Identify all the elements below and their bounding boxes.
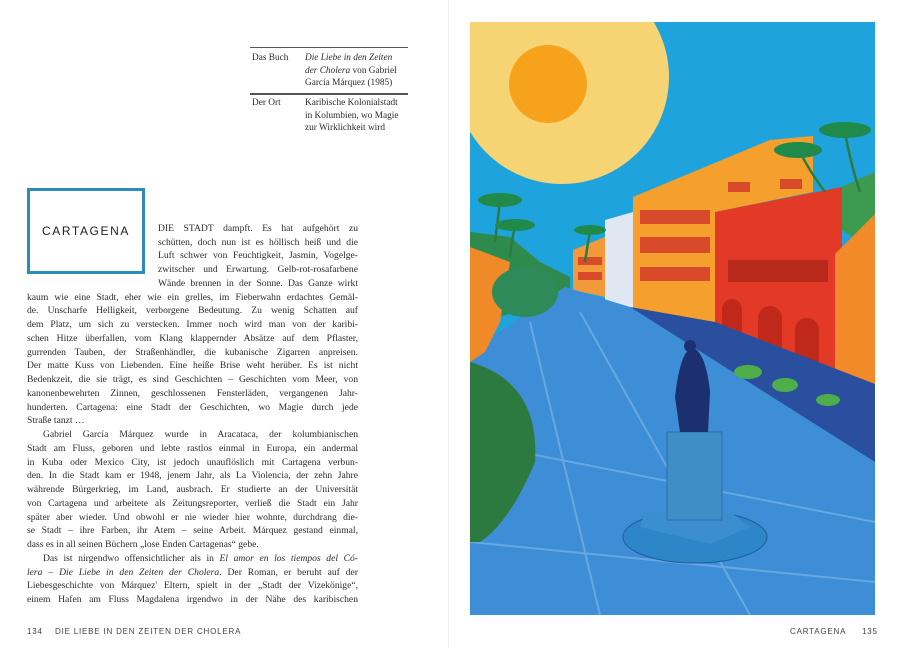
body-line (158, 278, 358, 290)
fact-text-segment: García Márquez (1985) (305, 78, 393, 88)
text-segment: se Stadt – ihre Farben, ihr Atem – seine Arbeit. Márquez gestand einmal, (27, 525, 358, 537)
text-segment: de. Unscharfe Helligkeit, verborgene Bedeutung. Zu wenig Schatten auf (27, 305, 358, 317)
body-line (27, 580, 358, 592)
body-line (158, 223, 358, 235)
chapter-title-box (27, 188, 145, 274)
text-segment: Liebesgeschichte von Márquez' Eltern, spielt in der „Stadt der Vizekönige“, (27, 580, 358, 592)
fact-text-segment: zur Wirklichkeit wird (305, 123, 386, 133)
text-segment: Bedenkzeit, die sie trägt, es sind Geschichten – Geschichten vom Meer, von (27, 374, 358, 386)
body-line (27, 415, 358, 427)
body-line (27, 443, 358, 455)
right-page-number: 135 (862, 627, 878, 636)
fact-text-segment: Die Liebe in den Zeiten (305, 53, 393, 63)
text-segment: in Kuba oder Mexico City, ist jedoch unauflöslich mit Cartagena verbun- (27, 456, 358, 468)
sun (509, 45, 587, 123)
fact-value-place (305, 97, 409, 135)
text-segment: Luft schwer von Feuchtigkeit, Jasmin, Vogelge- (158, 250, 358, 262)
body-line (27, 292, 358, 304)
text-segment: von Cartagena und arbeitete als Zeitungsreporter, verließ die Stadt ein Jahr (27, 497, 358, 509)
chapter-title: CARTAGENA (42, 224, 130, 238)
text-segment: zwitscher und Erwartung. Gelb-rot-rosafarbene (158, 264, 358, 276)
text-segment: Gabriel García Márquez wurde in Aracataca, der kolumbianischen (43, 429, 358, 441)
text-segment: Straße tanzt … (27, 415, 85, 427)
body-line (27, 512, 358, 524)
text-segment: Wände brennen in der Sonne. Das Ganze wirkt (158, 277, 358, 289)
body-line (27, 347, 358, 359)
left-page-number: 134 (27, 627, 43, 636)
text-segment: schütten, doch nun ist es höllisch heiß und die (158, 236, 358, 248)
body-line (27, 374, 358, 386)
body-line (27, 553, 358, 565)
page-gutter (448, 0, 449, 648)
body-line (27, 333, 358, 345)
right-running-head: CARTAGENA (790, 627, 847, 636)
fact-value-line (305, 65, 409, 78)
body-line (27, 360, 358, 372)
body-line (158, 237, 358, 249)
text-segment: gurrenden Tauben, der Straßenhändler, die kubanische Zigarren anpreisen. (27, 346, 358, 358)
fact-value-book (305, 52, 409, 90)
text-segment: schen Hitze überfallen, vom Klang klappernder Absätze auf dem Pflaster, (27, 332, 358, 344)
fact-label-place: Der Ort (252, 98, 281, 108)
body-line (27, 388, 358, 400)
text-segment: dass es in all seinen Büchern „lose Enden Cartagenas“ gebe. (27, 539, 259, 551)
statue-head (684, 340, 696, 352)
fact-text-segment: Karibische Kolonialstadt (305, 98, 398, 108)
body-line (27, 305, 358, 317)
fact-label-book: Das Buch (252, 53, 289, 63)
text-segment: den. In die Stadt kam er 1948, jenem Jahr, als La Violencia, der zehn Jahre (27, 470, 358, 482)
italic-text: El amor en los tiempos del Có- (219, 552, 358, 564)
body-line (27, 457, 358, 469)
fact-text-segment: von Gabriel (350, 65, 397, 76)
body-line (27, 594, 358, 606)
fact-value-line (305, 77, 409, 90)
text-segment: . Der Roman, er beruht auf der (219, 566, 358, 578)
text-segment: DIE STADT dampft. Es hat aufgehört zu (158, 223, 358, 234)
body-line (27, 567, 358, 579)
text-segment: Das ist nirgendwo offensichtlicher als in (43, 552, 220, 564)
left-running-head: DIE LIEBE IN DEN ZEITEN DER CHOLERA (55, 627, 242, 636)
tree-middle (492, 267, 558, 317)
text-segment: einem Hafen am Fluss Magdalena irgendwo in der Nähe des karibischen (27, 593, 358, 605)
fact-rule-middle (250, 93, 408, 95)
text-segment: kanonenbewehrten Zinnen, geschlossenen Fensterläden, vergangenen Jahr- (27, 387, 358, 399)
fact-value-line (305, 97, 409, 110)
text-segment: währende Bürgerkrieg, im Land, ausbrach. Er studierte an der Universität (27, 484, 358, 496)
fact-value-line (305, 122, 409, 135)
body-line (27, 484, 358, 496)
body-line (27, 429, 358, 441)
body-line (27, 470, 358, 482)
body-line (158, 250, 358, 262)
body-line (27, 319, 358, 331)
text-segment: Der matte Kuss von Liebenden. Eine heiße Brise weht herüber. Es ist nicht (27, 360, 358, 372)
italic-text: lera – Die Liebe in den Zeiten der Cholera (27, 566, 220, 578)
body-line (27, 525, 358, 537)
building-white (605, 212, 633, 310)
text-segment: dem Platz, um sich zu verstecken. Immer noch wird man von der karibi- (27, 319, 358, 331)
body-line (27, 402, 358, 414)
text-segment: kaum wie eine Stadt, eher wie ein grelles, im Fieberwahn erdachtes Gemäl- (27, 291, 358, 303)
fact-value-line (305, 52, 409, 65)
body-line (27, 539, 358, 551)
fact-text-segment: der Cholera (305, 65, 351, 76)
fact-value-line (305, 110, 409, 123)
body-line (158, 264, 358, 276)
text-segment: später aber wieder. Und obwohl er nie wieder hier wohnte, durchdrang die- (27, 511, 358, 523)
text-segment: Stadt am Fluss, geboren und lebte rastlos einmal in Europa, ein andermal (27, 442, 358, 454)
body-line (27, 498, 358, 510)
fact-text-segment: in Kolumbien, wo Magie (305, 110, 399, 121)
text-segment: hunderten. Cartagena: eine Stadt der Geschichten, wo Magie durch jede (27, 401, 358, 413)
fact-rule-top (250, 47, 408, 48)
cartagena-illustration (470, 22, 875, 615)
statue-pedestal (667, 432, 722, 520)
